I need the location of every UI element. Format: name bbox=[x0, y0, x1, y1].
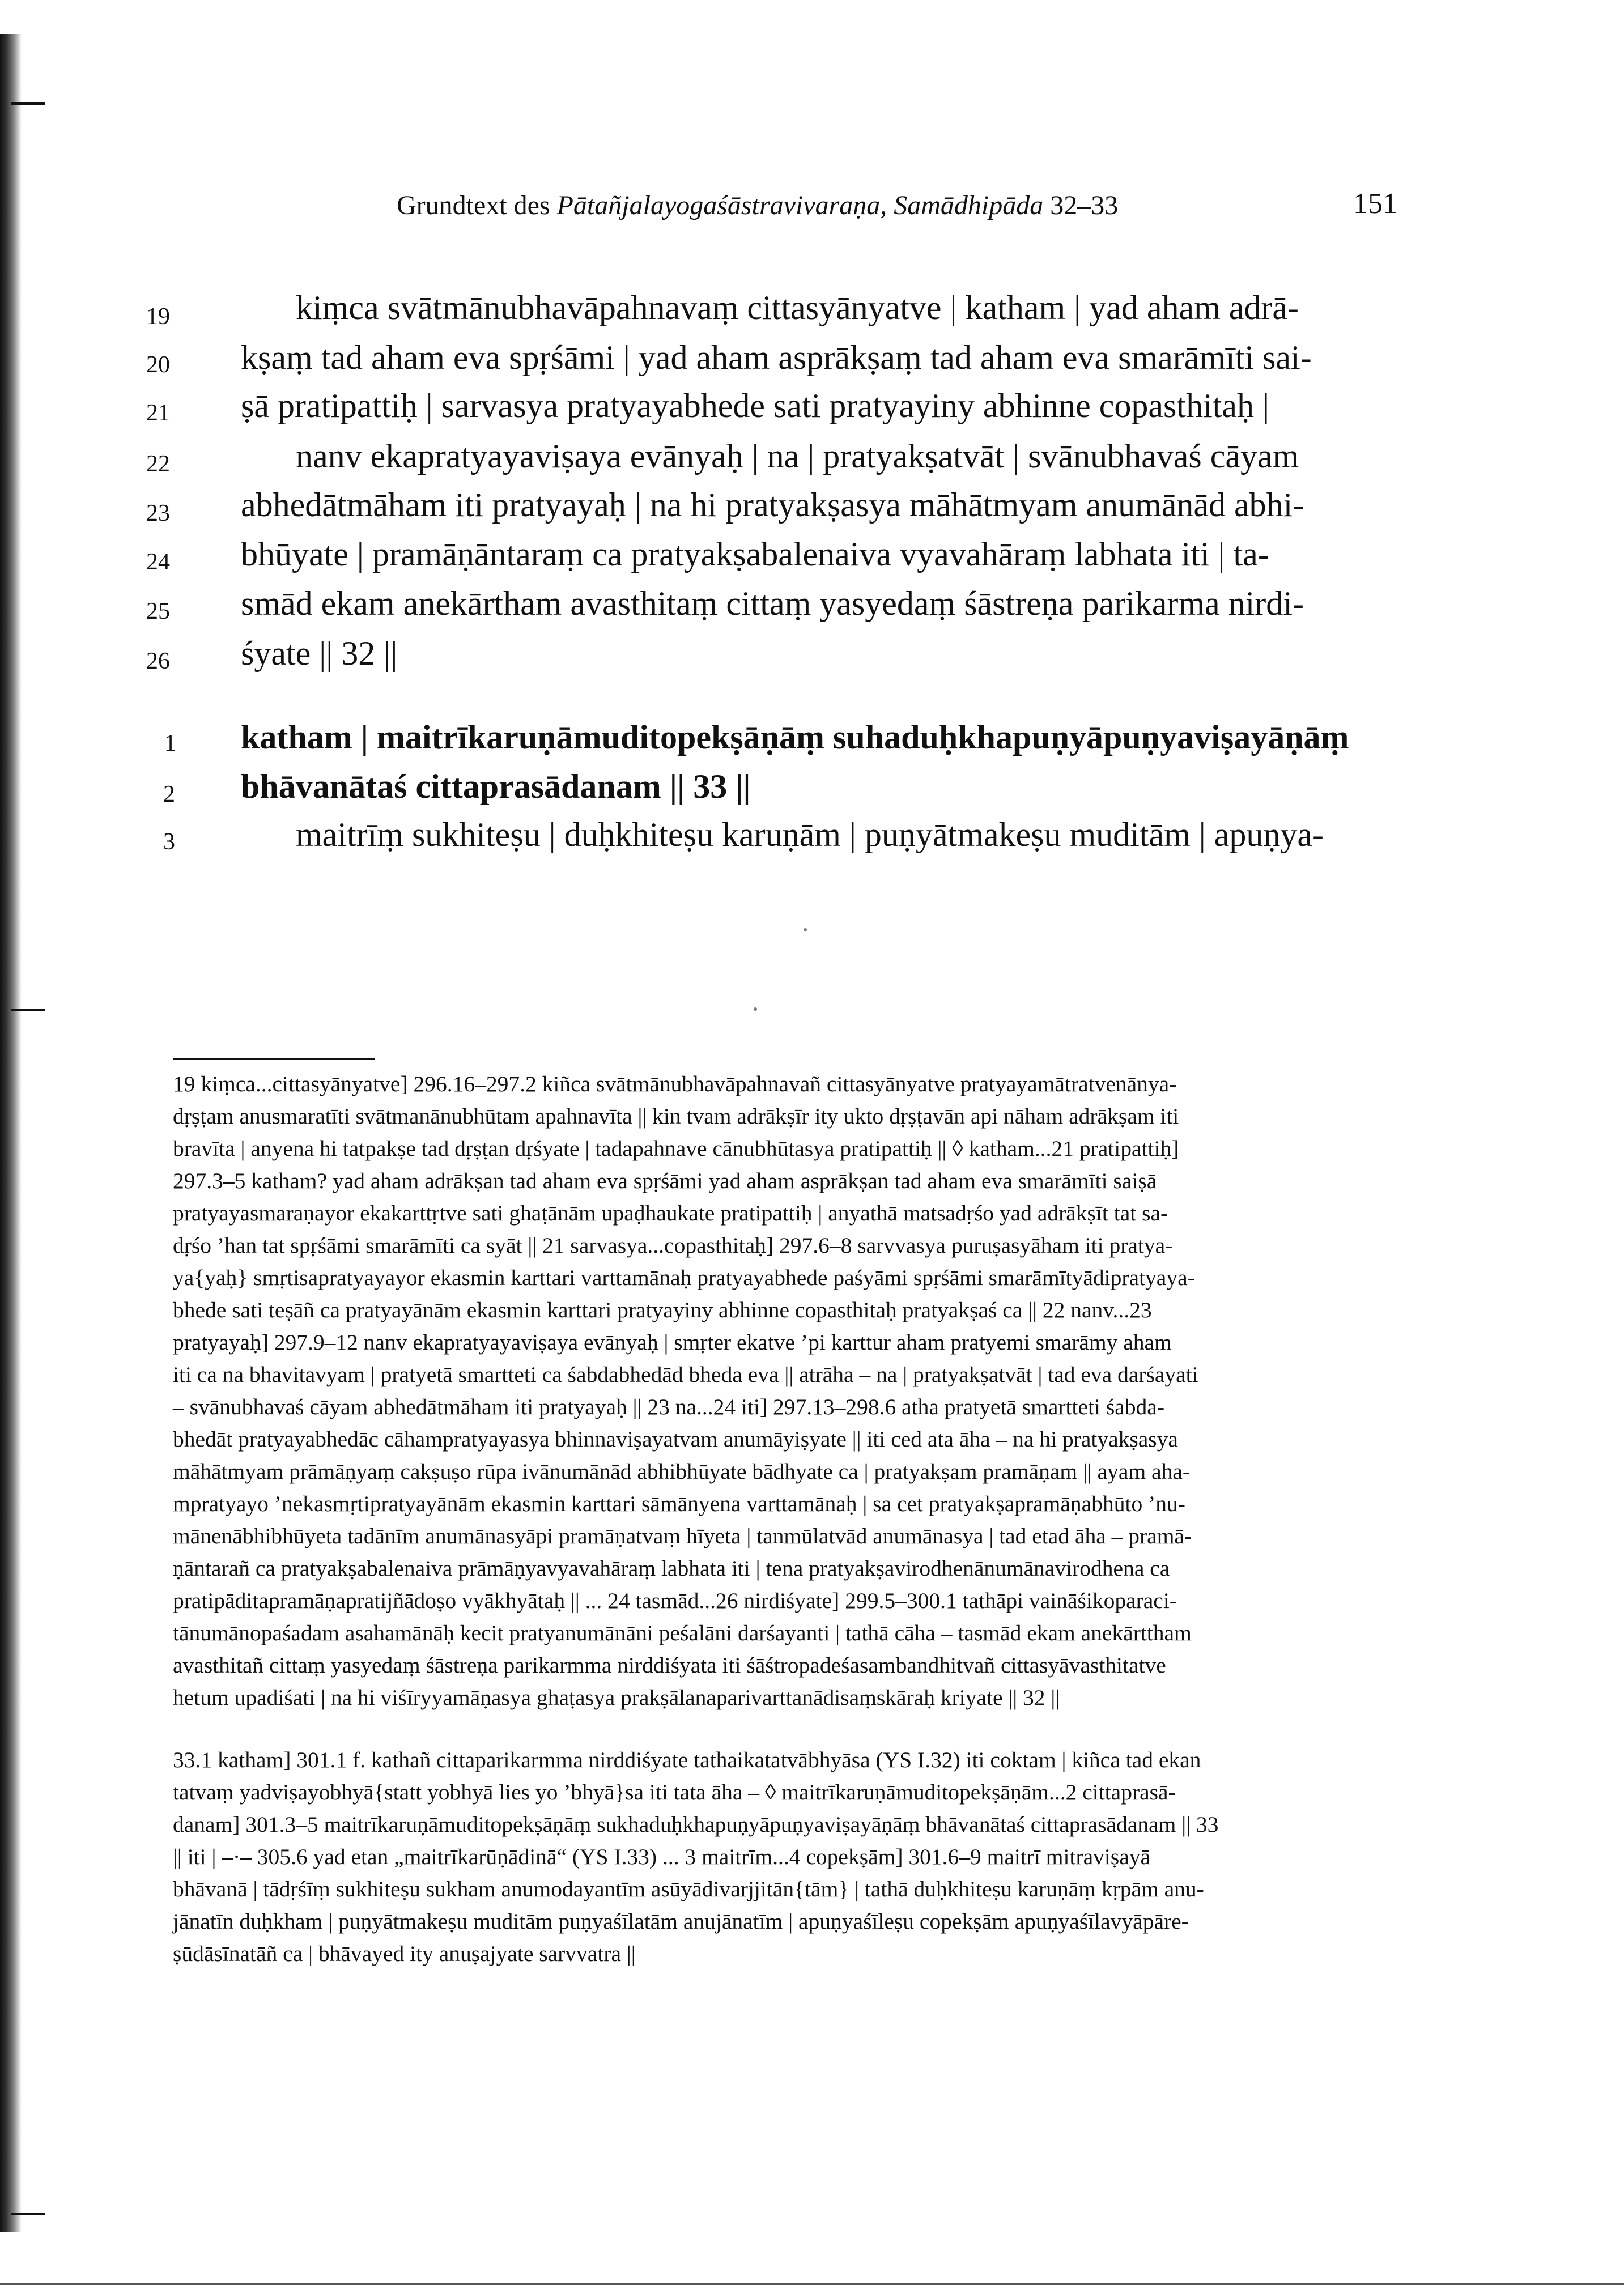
main-text-line: ṣā pratipattiḥ | sarvasya pratyayabhede sati pratyayiny abhinne copasthitaḥ | bbox=[241, 387, 1270, 424]
footnote-line: avasthitañ cittaṃ yasyedaṃ śāstreṇa parikarmma nirddiśyata iti śāśtropadeśasambandhitvañ cittasyāvasthitatve bbox=[173, 1653, 1166, 1678]
line-number: 1 bbox=[164, 730, 176, 756]
line-number: 20 bbox=[146, 352, 170, 378]
main-text-line: maitrīṃ sukhiteṣu | duḥkhiteṣu karuṇām | puṇyātmakeṣu muditām | apuṇya- bbox=[296, 816, 1324, 853]
footnote-line: pratyayaḥ] 297.9–12 nanv ekapratyayaviṣaya evānyaḥ | smṛter ekatve ’pi karttur aham pratyemi smarāmy aham bbox=[173, 1330, 1172, 1355]
footnote-line: bhede sati teṣāñ ca pratyayānām ekasmin karttari pratyayiny abhinne copasthitaḥ pratyakṣaś ca || 22 nanv...23 bbox=[173, 1297, 1152, 1322]
line-number: 21 bbox=[146, 400, 170, 426]
sutra-line: katham | maitrīkaruṇāmuditopekṣāṇāṃ suhaduḥkhapuṇyāpuṇyaviṣayāṇāṃ bbox=[241, 718, 1349, 756]
footnote-line: tatvaṃ yadviṣayobhyā{statt yobhyā lies yo ’bhyā}sa iti tata āha – ◊ maitrīkaruṇāmuditopekṣāṇām...2 cittaprasā- bbox=[173, 1780, 1176, 1805]
footnote-line: mānenābhibhūyeta tadānīm anumānasyāpi pramāṇatvaṃ hīyeta | tanmūlatvād anumānasya | tad etad āha – pramā- bbox=[173, 1524, 1192, 1548]
page-number: 151 bbox=[1353, 188, 1397, 220]
footnote-line: || iti | –·– 305.6 yad etan „maitrīkarūṇādinā“ (YS I.33) ... 3 maitrīm...4 copekṣām] 301.6–9 maitrī mitraviṣayā bbox=[173, 1844, 1151, 1869]
header-title-suffix: 32–33 bbox=[1043, 190, 1119, 220]
line-number: 22 bbox=[146, 451, 170, 477]
line-number: 3 bbox=[163, 829, 175, 855]
line-number: 24 bbox=[146, 549, 170, 575]
footnote-line: pratyayasmaraṇayor ekakarttṛtve sati ghaṭānām upaḍhaukate pratipattiḥ | anyathā matsadṛśo yad adrākṣīt tat sa- bbox=[173, 1201, 1168, 1226]
footnote-line: iti ca na bhavitavyam | pratyetā smartteti ca śabdabhedād bheda eva || atrāha – na | pratyakṣatvāt | tad eva darśayati bbox=[173, 1362, 1198, 1387]
main-text-line: abhedātmāham iti pratyayaḥ | na hi pratyakṣasya māhātmyam anumānād abhi- bbox=[241, 486, 1304, 524]
footnote-line: 297.3–5 katham? yad aham adrākṣan tad aham eva spṛśāmi yad aham asprākṣan tad aham eva smarāmīti saiṣā bbox=[173, 1168, 1157, 1193]
main-text-line: śyate || 32 || bbox=[241, 635, 398, 672]
footnote-line: – svānubhavaś cāyam abhedātmāham iti pratyayaḥ || 23 na...24 iti] 297.13–298.6 atha pratyetā smartteti śabda- bbox=[173, 1394, 1164, 1419]
footnote-line: 33.1 katham] 301.1 f. kathañ cittaparikarmma nirddiśyate tathaikatatvābhyāsa (YS I.32) iti coktam | kiñca tad ekan bbox=[173, 1747, 1201, 1772]
scan-speck bbox=[754, 1007, 757, 1011]
scan-binding-edge bbox=[0, 34, 22, 2232]
main-text-line: kiṃca svātmānubhavāpahnavaṃ cittasyānyatve | katham | yad aham adrā- bbox=[296, 289, 1299, 326]
scan-speck bbox=[804, 928, 807, 931]
footnote-line: danam] 301.3–5 maitrīkaruṇāmuditopekṣāṇāṃ sukhaduḥkhapuṇyāpuṇyaviṣayāṇāṃ bhāvanātaś cittaprasādanam || 33 bbox=[173, 1812, 1219, 1837]
footnote-line: ya{yaḥ} smṛtisapratyayayor ekasmin karttari varttamānaḥ pratyayabhede paśyāmi spṛśāmi smarāmītyādipratyaya- bbox=[173, 1265, 1195, 1290]
footnote-line: dṛśo ’han tat spṛśāmi smarāmīti ca syāt || 21 sarvasya...copasthitaḥ] 297.6–8 sarvvasya puruṣasyāham iti pratya- bbox=[173, 1233, 1173, 1258]
header-title-prefix: Grundtext des bbox=[397, 190, 557, 220]
footnote-line: dṛṣṭam anusmaratīti svātmanānubhūtam apahnavīta || kin tvam adrākṣīr ity ukto dṛṣṭavān api nāham adrākṣam iti bbox=[173, 1104, 1179, 1129]
footnote-line: bhedāt pratyayabhedāc cāhampratyayasya bhinnaviṣayatvam anumāyiṣyate || iti ced ata āha – na hi pratyakṣasya bbox=[173, 1427, 1178, 1452]
line-number: 23 bbox=[146, 500, 170, 526]
footnote-line: ṇāntarañ ca pratyakṣabalenaiva prāmāṇyavyavahāraṃ labhata iti | tena pratyakṣavirodhenānumānavirodhena ca bbox=[173, 1556, 1170, 1581]
scan-bottom-edge bbox=[0, 2283, 1624, 2285]
footnote-line: mpratyayo ’nekasmṛtipratyayānām ekasmin karttari sāmānyena varttamānaḥ | sa cet pratyakṣapramāṇabhūto ’nu- bbox=[173, 1491, 1185, 1516]
main-text-line: bhūyate | pramāṇāntaraṃ ca pratyakṣabalenaiva vyavahāraṃ labhata iti | ta- bbox=[241, 535, 1269, 573]
scan-binding-mark bbox=[11, 1009, 45, 1011]
line-number: 26 bbox=[146, 648, 170, 674]
line-number: 25 bbox=[146, 598, 170, 624]
running-header bbox=[397, 190, 1118, 221]
line-number: 2 bbox=[163, 781, 175, 807]
main-text-line: smād ekam anekārtham avasthitaṃ cittaṃ yasyedaṃ śāstreṇa parikarma nirdi- bbox=[241, 585, 1304, 622]
scan-binding-mark bbox=[11, 2213, 45, 2215]
footnote-line: ṣūdāsīnatāñ ca | bhāvayed ity anuṣajyate sarvvatra || bbox=[173, 1941, 636, 1966]
line-number: 19 bbox=[146, 304, 170, 330]
footnote-line: tānumānopaśadam asahamānāḥ kecit pratyanumānāni peśalāni darśayanti | tathā cāha – tasmād ekam anekārttham bbox=[173, 1620, 1192, 1645]
main-text-line: nanv ekapratyayaviṣaya evānyaḥ | na | pratyakṣatvāt | svānubhavaś cāyam bbox=[296, 437, 1299, 475]
scan-binding-mark bbox=[11, 102, 45, 105]
main-text-line: kṣaṃ tad aham eva spṛśāmi | yad aham asprākṣaṃ tad aham eva smarāmīti sai- bbox=[241, 339, 1312, 376]
footnote-line: bhāvanā | tādṛśīṃ sukhiteṣu sukham anumodayantīm asūyādivarjjitān{tām} | tathā duḥkhiteṣu karuṇāṃ kṛpām anu- bbox=[173, 1877, 1204, 1901]
footnote-line: pratipāditapramāṇapratijñādoṣo vyākhyātaḥ || ... 24 tasmād...26 nirdiśyate] 299.5–300.1 tathāpi vaināśikoparaci- bbox=[173, 1588, 1177, 1613]
footnote-line: bravīta | anyena hi tatpakṣe tad dṛṣṭan dṛśyate | tadapahnave cānubhūtasya pratipattiḥ || ◊ katham...21 pratipattiḥ] bbox=[173, 1136, 1179, 1161]
footnote-line: 19 kiṃca...cittasyānyatve] 296.16–297.2 kiñca svātmānubhavāpahnavañ cittasyānyatve pratyayamātratvenānya- bbox=[173, 1071, 1177, 1096]
footnote-rule bbox=[173, 1058, 375, 1060]
footnote-line: jānatīn duḥkham | puṇyātmakeṣu muditām puṇyaśīlatām anujānatīm | apuṇyaśīleṣu copekṣām apuṇyaśīlavyāpāre- bbox=[173, 1909, 1189, 1934]
footnote-line: māhātmyam prāmāṇyaṃ cakṣuṣo rūpa ivānumānād abhibhūyate bādhyate ca | pratyakṣam pramāṇam || ayam aha- bbox=[173, 1459, 1191, 1484]
header-title-italic: Pātañjalayogaśāstravivaraṇa, Samādhipāda bbox=[556, 190, 1044, 220]
sutra-line: bhāvanātaś cittaprasādanam || 33 || bbox=[241, 768, 751, 805]
footnote-line: hetum upadiśati | na hi viśīryyamāṇasya ghaṭasya prakṣālanaparivarttanādisaṃskāraḥ kriyate || 32 || bbox=[173, 1685, 1060, 1710]
